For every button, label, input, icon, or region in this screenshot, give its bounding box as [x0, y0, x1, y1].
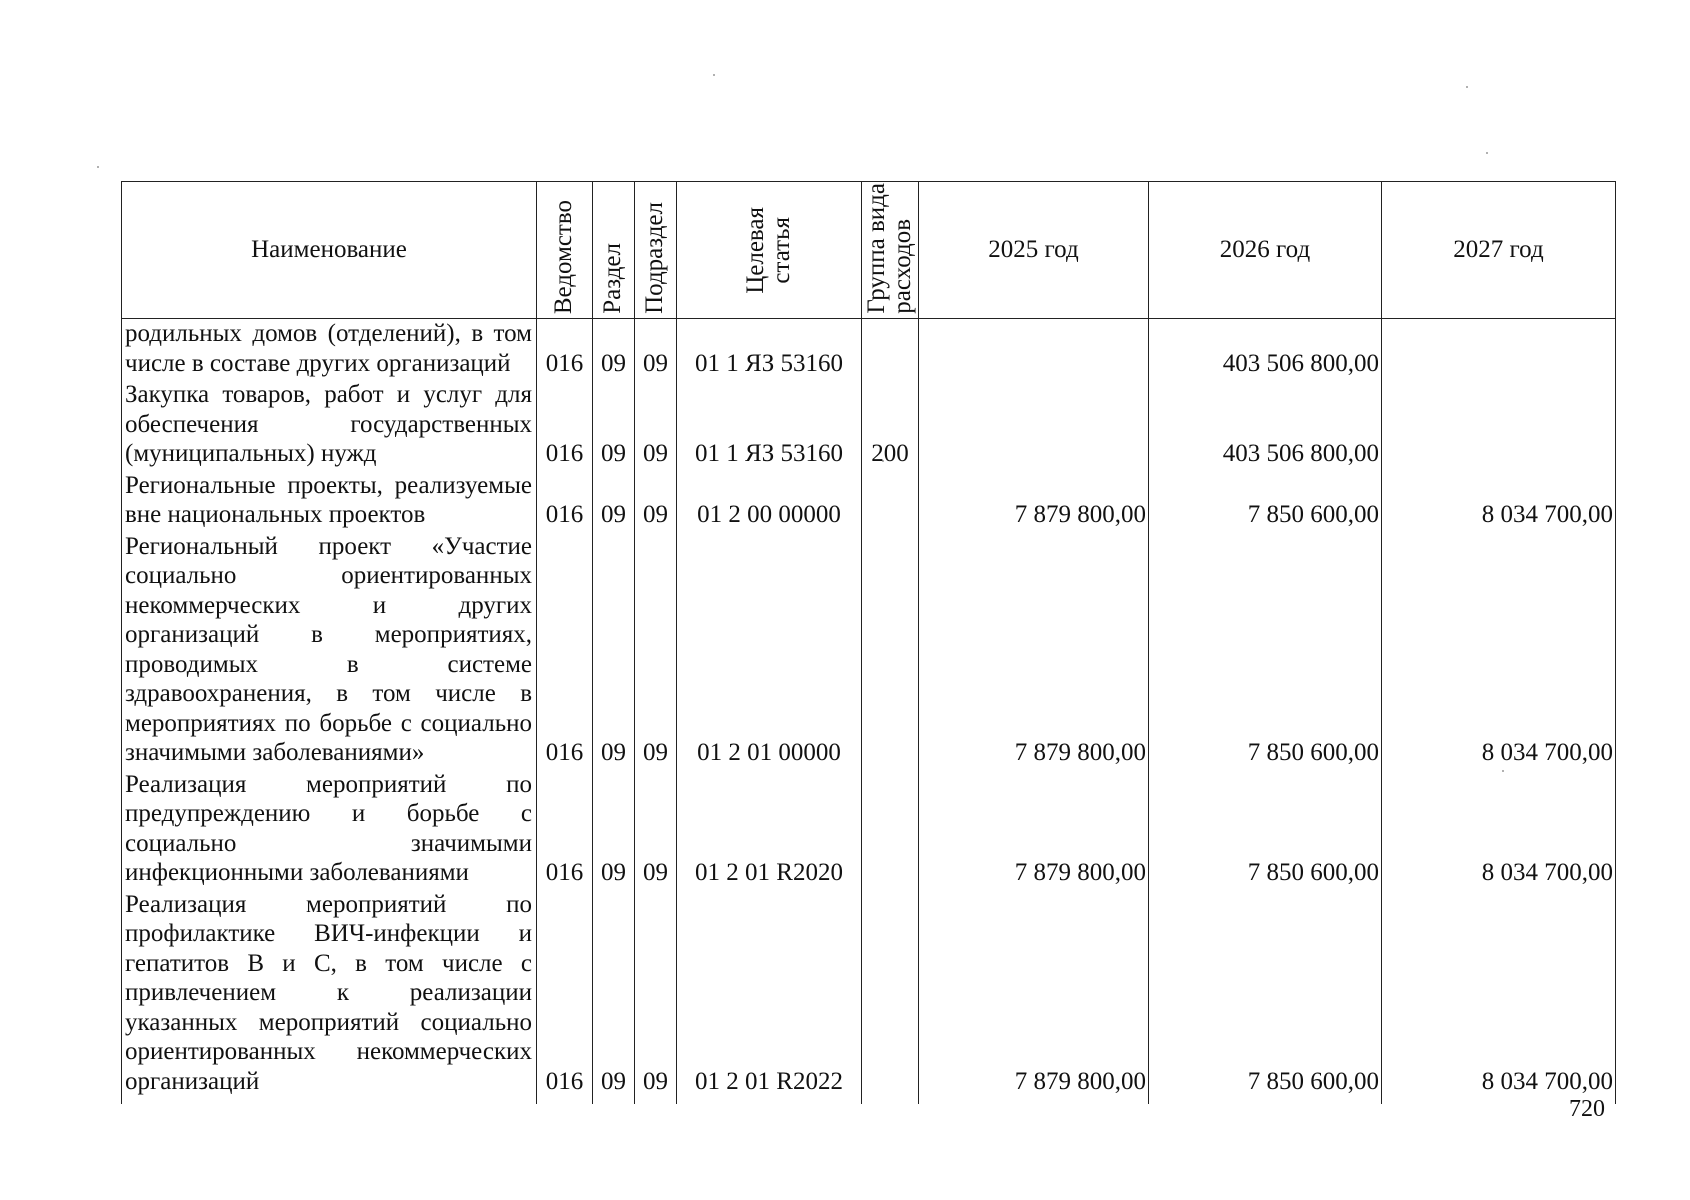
- header-vedomstvo-label: Ведомство: [550, 199, 578, 314]
- row-podrazdel: 09: [635, 380, 677, 471]
- header-podrazdel-label: Подраздел: [641, 202, 669, 314]
- header-name-label: Наименование: [251, 236, 407, 263]
- row-gruppa: [862, 532, 919, 770]
- table-header: [122, 182, 1616, 319]
- row-2027: 8 034 700,00: [1382, 890, 1616, 1105]
- header-name: [122, 182, 537, 319]
- scan-speck: [713, 74, 715, 76]
- row-2026: 403 506 800,00: [1149, 380, 1382, 471]
- scan-speck: [97, 166, 99, 168]
- table-row: [122, 380, 1616, 471]
- header-2025: [919, 182, 1149, 319]
- row-razdel: 09: [593, 319, 635, 381]
- row-vedomstvo: 016: [537, 471, 593, 532]
- row-gruppa: [862, 890, 919, 1105]
- header-podrazdel: [635, 182, 677, 319]
- row-2025: 7 879 800,00: [919, 532, 1149, 770]
- row-2025: [919, 319, 1149, 381]
- table-row: [122, 770, 1616, 890]
- row-gruppa: [862, 471, 919, 532]
- row-vedomstvo: 016: [537, 319, 593, 381]
- row-razdel: 09: [593, 471, 635, 532]
- table-body: [122, 319, 1616, 1105]
- row-vedomstvo: 016: [537, 380, 593, 471]
- row-razdel: 09: [593, 890, 635, 1105]
- row-vedomstvo: 016: [537, 770, 593, 890]
- row-2027: 8 034 700,00: [1382, 471, 1616, 532]
- row-2027: 8 034 700,00: [1382, 770, 1616, 890]
- row-celevaya-statya: 01 2 00 00000: [677, 471, 862, 532]
- table-row: [122, 890, 1616, 1105]
- row-celevaya-statya: 01 1 ЯЗ 53160: [677, 380, 862, 471]
- table-row: [122, 319, 1616, 381]
- scan-speck: [1466, 86, 1468, 88]
- header-2025-label: 2025 год: [988, 236, 1079, 263]
- row-name: Реализация мероприятий по предупреждению и борьбе с социально значимыми инфекционными заболеваниями: [122, 770, 537, 890]
- page-number: 720: [1569, 1096, 1605, 1122]
- row-2026: 7 850 600,00: [1149, 890, 1382, 1105]
- scan-speck: [1486, 152, 1488, 154]
- row-2026: 7 850 600,00: [1149, 471, 1382, 532]
- header-celevaya-statya: [677, 182, 862, 319]
- row-2027: [1382, 319, 1616, 381]
- row-name: Региональные проекты, реализуемые вне национальных проектов: [122, 471, 537, 532]
- header-gruppa-line2: расходов: [889, 219, 916, 314]
- row-name: Закупка товаров, работ и услуг для обеспечения государственных (муниципальных) нужд: [122, 380, 537, 471]
- row-razdel: 09: [593, 380, 635, 471]
- table-row: [122, 532, 1616, 770]
- row-vedomstvo: 016: [537, 890, 593, 1105]
- row-gruppa: 200: [862, 380, 919, 471]
- row-gruppa: [862, 319, 919, 381]
- row-podrazdel: 09: [635, 890, 677, 1105]
- row-name: родильных домов (отделений), в том числе в составе других организаций: [122, 319, 537, 381]
- row-2027: [1382, 380, 1616, 471]
- row-razdel: 09: [593, 770, 635, 890]
- row-name: Реализация мероприятий по профилактике ВИЧ-инфекции и гепатитов В и С, в том числе с привлечением к реализации указанных мероприятий социально ориентированных некоммерческих организаций: [122, 890, 537, 1105]
- row-name: Региональный проект «Участие социально ориентированных некоммерческих и других организаций в мероприятиях, проводимых в системе здравоохранения, в том числе в мероприятиях по борьбе с социально значимыми заболеваниями»: [122, 532, 537, 770]
- header-celevaya-line1: Целевая: [741, 206, 769, 294]
- row-2026: 403 506 800,00: [1149, 319, 1382, 381]
- header-2027: [1382, 182, 1616, 319]
- row-2025: 7 879 800,00: [919, 471, 1149, 532]
- header-2026-label: 2026 год: [1219, 236, 1311, 263]
- row-celevaya-statya: 01 2 01 R2022: [677, 890, 862, 1105]
- header-2026: [1149, 182, 1382, 319]
- header-celevaya-line2: статья: [768, 216, 795, 284]
- row-2025: 7 879 800,00: [919, 890, 1149, 1105]
- row-vedomstvo: 016: [537, 532, 593, 770]
- row-2026: 7 850 600,00: [1149, 532, 1382, 770]
- table-row: [122, 471, 1616, 532]
- header-gruppa-line1: Группа вида: [862, 183, 890, 314]
- row-2025: [919, 380, 1149, 471]
- row-podrazdel: 09: [635, 532, 677, 770]
- row-gruppa: [862, 770, 919, 890]
- row-celevaya-statya: 01 2 01 00000: [677, 532, 862, 770]
- header-razdel: [593, 182, 635, 319]
- row-2026: 7 850 600,00: [1149, 770, 1382, 890]
- row-2027: 8 034 700,00: [1382, 532, 1616, 770]
- row-celevaya-statya: 01 1 ЯЗ 53160: [677, 319, 862, 381]
- row-razdel: 09: [593, 532, 635, 770]
- header-vedomstvo: [537, 182, 593, 319]
- row-podrazdel: 09: [635, 770, 677, 890]
- row-podrazdel: 09: [635, 319, 677, 381]
- header-gruppa-vida-raskhodov: [862, 182, 919, 319]
- row-podrazdel: 09: [635, 471, 677, 532]
- budget-table: [121, 181, 1616, 1104]
- header-razdel-label: Раздел: [599, 243, 627, 314]
- row-2025: 7 879 800,00: [919, 770, 1149, 890]
- header-2027-label: 2027 год: [1453, 236, 1544, 263]
- row-celevaya-statya: 01 2 01 R2020: [677, 770, 862, 890]
